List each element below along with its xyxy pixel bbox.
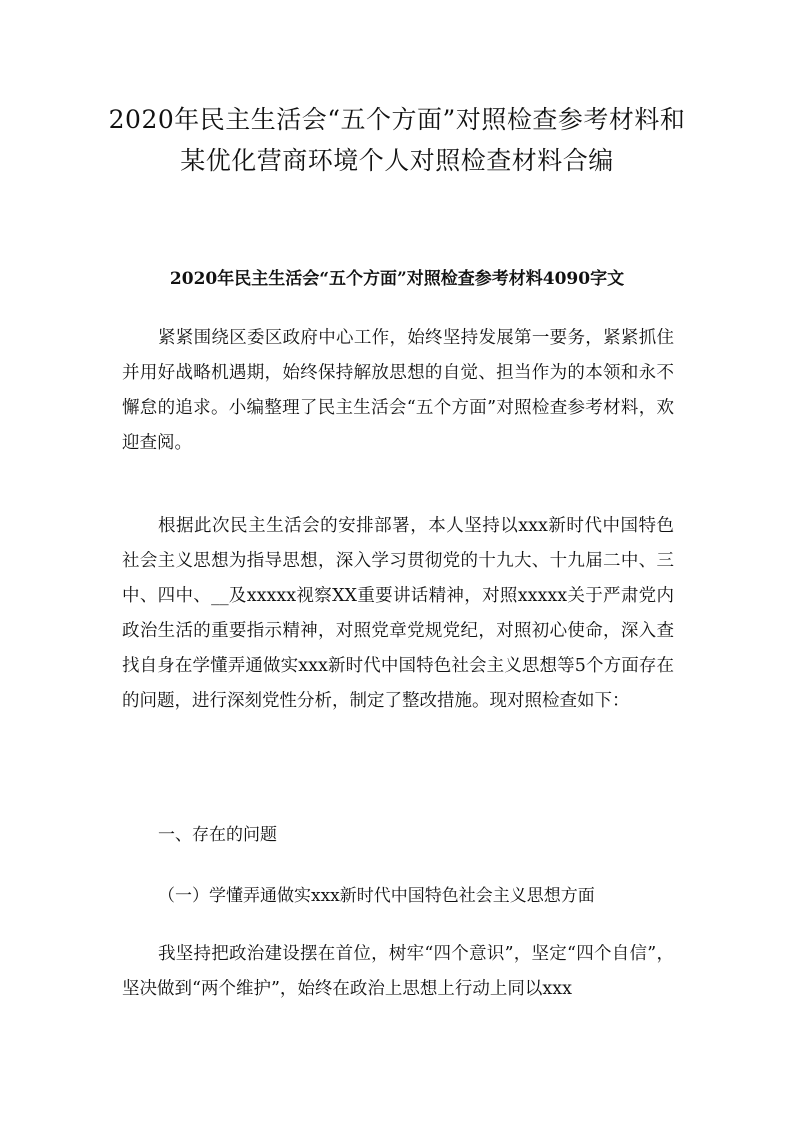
intro-paragraph: 紧紧围绕区委区政府中心工作，始终坚持发展第一要务，紧紧抓住并用好战略机遇期，始终保持解放思想的自觉、担当作为的本领和永不懈怠的追求。小编整理了民主生活会“五个方面”对照检查参考材料，欢迎查阅。 xyxy=(122,328,674,453)
subheading-thought-study: （一）学懂弄通做实xxx新时代中国特色社会主义思想方面 xyxy=(158,886,595,906)
document-title-line-1: 2020年民主生活会“五个方面”对照检查参考材料和 xyxy=(108,105,686,134)
basis-paragraph: 根据此次民主生活会的安排部署，本人坚持以xxx新时代中国特色社会主义思想为指导思想，深入学习贯彻党的十九大、十九届二中、三中、四中、__及xxxxx视察XX重要讲话精神，对照xxxxx关于严肃党内政治生活的重要指示精神，对照党章党规党纪，对照初心使命，深入查找自身在学懂弄通做实xxx新时代中国特色社会主义思想等5个方面存在的问题，进行深刻党性分析，制定了整改措施。现对照检查如下： xyxy=(122,516,674,711)
document-title-line-2: 某优化营商环境个人对照检查材料合编 xyxy=(180,146,614,175)
heading-existing-problems: 一、存在的问题 xyxy=(158,825,277,845)
point-paragraph: 我坚持把政治建设摆在首位，树牢“四个意识”，坚定“四个自信”，坚决做到“两个维护”，始终在政治上思想上行动上同以xxx xyxy=(122,944,674,999)
section-title: 2020年民主生活会“五个方面”对照检查参考材料4090字文 xyxy=(169,269,625,289)
